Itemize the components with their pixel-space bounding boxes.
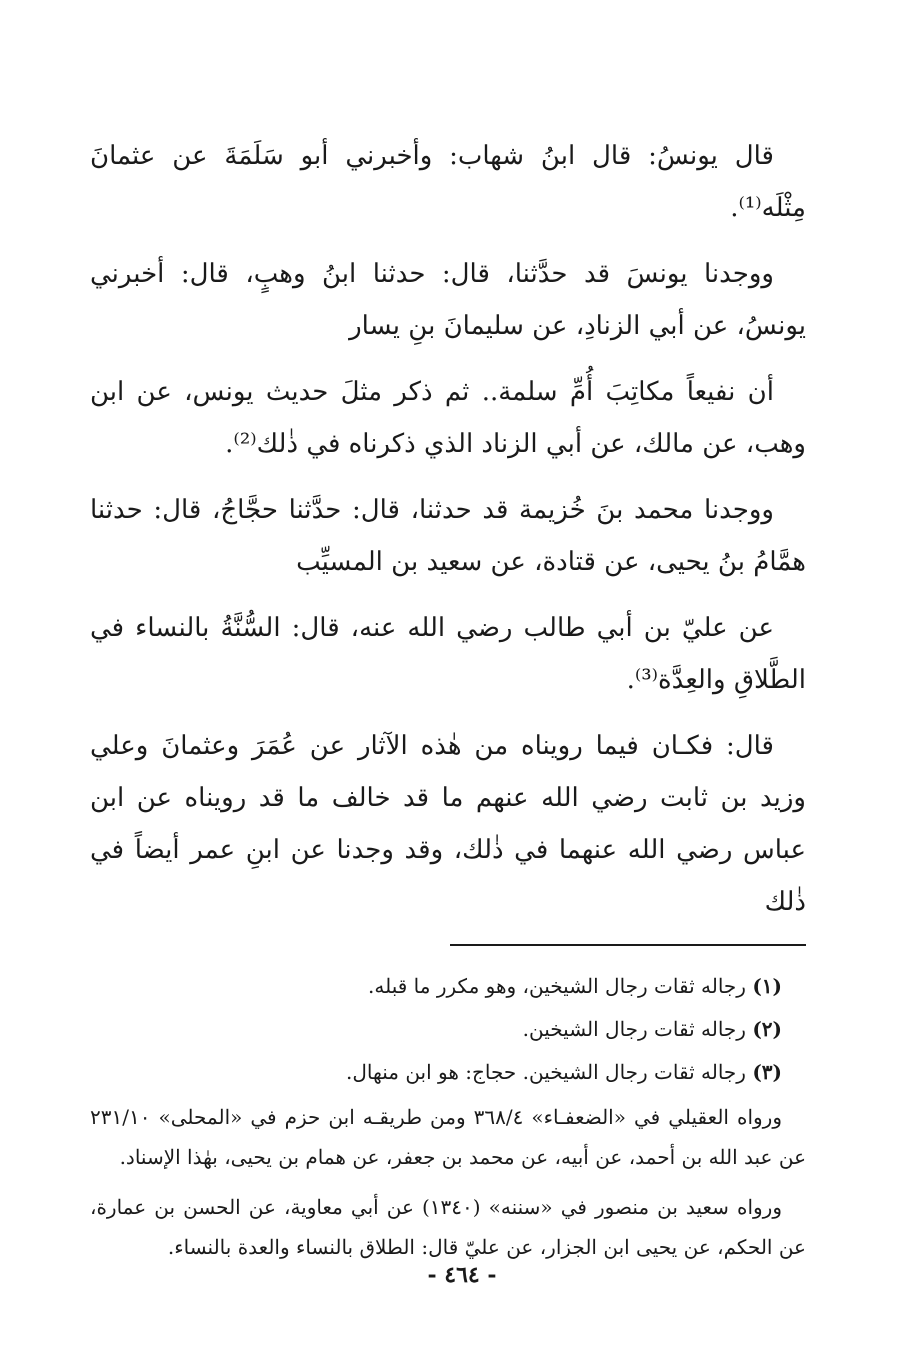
paragraph: عن عليّ بن أبي طالب رضي الله عنه، قال: السُّنَّةُ بالنساء في الطَّلاقِ والعِدَّة⁽³⁾. [90,613,806,695]
footnote-text: رجاله ثقات رجال الشيخين، وهو مكرر ما قبله. [368,974,746,998]
footnote-separator [450,944,806,946]
footnote-paragraph: ورواه سعيد بن منصور في «سننه» (١٣٤٠) عن أبي معاوية، عن الحسن بن عمارة، عن الحكم، عن يحيى ابن الجزار، عن عليّ قال: الطلاق بالنساء والعدة بالنساء. [90,1195,806,1259]
page-number: - ٤٦٤ - [427,1262,497,1288]
footnote-text: رجاله ثقات رجال الشيخين. [522,1017,746,1041]
footnotes [90,968,806,1267]
footnote [90,1011,806,1048]
footnote-paragraph: ورواه العقيلي في «الضعفـاء» ٣٦٨/٤ ومن طريقـه ابن حزم في «المحلى» ٢٣١/١٠ عن عبد الله بن أحمد، عن أبيه، عن محمد بن جعفر، عن همام بن يحيى، بهٰذا الإسناد. [90,1105,806,1169]
paragraph: قال يونسُ: قال ابنُ شهاب: وأخبرني أبو سَلَمَةَ عن عثمانَ مِثْلَه⁽¹⁾. [90,141,806,223]
footnote-text: رجاله ثقات رجال الشيخين. حجاج: هو ابن منهال. [346,1060,746,1084]
paragraph: ووجدنا محمد بنَ خُزيمة قد حدثنا، قال: حدَّثنا حجَّاجُ، قال: حدثنا همَّامُ بنُ يحيى، عن قتادة، عن سعيد بن المسيِّب [90,495,806,577]
page-content [90,130,806,1277]
footnote-number: (٢) [752,1017,782,1041]
paragraph: ووجدنا يونسَ قد حدَّثنا، قال: حدثنا ابنُ وهبٍ، قال: أخبرني يونسُ، عن أبي الزنادِ، عن سليمانَ بنِ يسار [90,259,806,341]
paragraph: قال: فكـان فيما رويناه من هٰذه الآثار عن عُمَرَ وعثمانَ وعلي وزيد بن ثابت رضي الله عنهم ما قد خالف ما قد رويناه عن ابن عباس رضي الله عنهما في ذٰلك، وقد وجدنا عن ابنِ عمر أيضاً في ذٰلك [90,731,806,917]
footnote [90,968,806,1005]
paragraph: أن نفيعاً مكاتِبَ أُمِّ سلمة.. ثم ذكر مثلَ حديث يونس، عن ابن وهب، عن مالك، عن أبي الزناد الذي ذكرناه في ذٰلك⁽²⁾. [90,377,806,459]
footnote [90,1054,806,1091]
footnote-number: (٣) [752,1060,782,1084]
main-text [90,130,806,928]
footnote-number: (١) [752,974,782,998]
